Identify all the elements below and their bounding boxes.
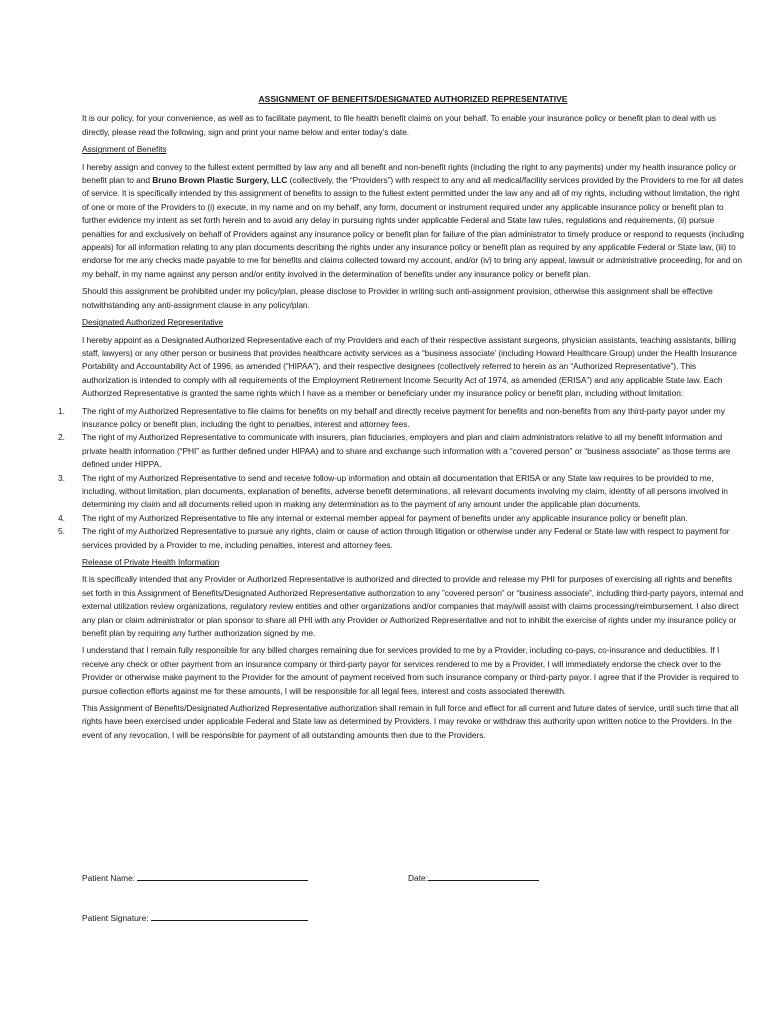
assignment-text-end: (collectively, the “Providers”) with respect to any and all medical/facility services provided by the Providers to me for all dates of service. It is specifically intended by this assignment of benefits to assign to the fullest extent permitted under the law any and all of my rights, including without limitation, the right of one or more of the Providers to (i) execute, in my name and on my behalf, any form, document or instrument required under any applicable insurance policy or benefit plan to further evidence my intent as set forth herein and to avoid any delay in pursuing rights under applicable Federal and State law rules, regulations and requirements, (ii) pursue penalties for and exclusively on behalf of Providers against any insurance policy or benefit plan for failure of the plan administrator to timely produce or respond to requests (including appeals) for all information relating to any plan documents describing the rights under any insurance policy or benefit plan as required by any applicable Federal or State law, (iii) to endorse for me any checks made payable to me for benefits and claims collected toward my account, and/or (iv) to bring any appeal, lawsuit or administrative proceeding, for and on my behalf, in my name against any person and/or entity involved in the determination of benefits under any insurance policy or benefit plan. (82, 175, 744, 279)
intro-paragraph: It is our policy, for your convenience, as well as to facilitate payment, to file health benefit claims on your behalf. To enable your insurance policy or benefit plan to deal with us directly, please read the following, sign and print your name below and enter today’s date. (82, 113, 716, 137)
date-field[interactable] (428, 871, 539, 881)
assignment-of-benefits-heading: Assignment of Benefits (82, 144, 167, 155)
list-item-text: The right of my Authorized Representative to pursue any rights, claim or cause of action through litigation or otherwise under any Federal or State law with respect to payment for services provided by a Provider to me, including penalties, interest and attorney fees. (82, 526, 730, 550)
patient-signature-field[interactable] (151, 911, 308, 921)
patient-name-field[interactable] (137, 871, 308, 881)
patient-signature-label: Patient Signature: (82, 913, 149, 923)
document-body (58, 93, 744, 746)
patient-name-label: Patient Name: (82, 873, 136, 883)
financial-responsibility-paragraph: I understand that I remain fully responsible for any billed charges remaining due for services provided to me by a Provider, including co-pays, co-insurance and deductibles. If I receive any check or other payment from an insurance company or third-party payor for services rendered to me by a Provider, I will immediately endorse the check over to the Provider or otherwise make payment to the Provider for the amount of payment received from such insurance company or third-party payor. I agree that if the Provider is required to pursue collection efforts against me for these amounts, I will be responsible for all legal fees, interest and costs associated therewith. (82, 645, 739, 696)
rights-list-item (58, 472, 744, 512)
assignment-paragraph (82, 161, 744, 282)
assignment-text-start: I hereby assign and convey to the fullest extent permitted by law any and all benefit and non-benefit rights (including the right to any payments) under my health insurance policy or benefit plan to and (82, 161, 737, 186)
rights-list (58, 405, 744, 552)
list-number: 5. (58, 526, 65, 537)
list-number: 4. (58, 512, 65, 523)
date-row (408, 871, 539, 885)
anti-assignment-paragraph: Should this assignment be prohibited under my policy/plan, please disclose to Provider in writing such anti-assignment provision, otherwise this assignment shall be effective notwithstanding any anti-assignment clause in any policy/plan. (82, 286, 713, 310)
list-item-text: The right of my Authorized Representative to file claims for benefits on my behalf and directly receive payment for benefits and non-benefits from any third-party payor under my insurance policy or benefit plan, including the right to penalties, interest and attorney fees. (82, 405, 725, 429)
release-of-phi-heading: Release of Private Health Information (82, 557, 220, 567)
patient-signature-row (82, 911, 308, 925)
list-item-text: The right of my Authorized Representative to send and receive follow-up information and obtain all documentation that ERISA or any State law requires to be provided to me, including, without limitation, plan documents, explanation of benefits, adverse benefit determinations, all relevant documents involving my claim, identity of all persons involved in determining my claim and all documents relied upon in making any determination as to the payment of any amount under the applicable plan documents. (82, 472, 728, 510)
patient-name-row (82, 871, 308, 885)
rights-list-item (58, 431, 744, 471)
list-number: 3. (58, 472, 65, 483)
list-item-text: The right of my Authorized Representative to file any internal or external member appeal for payment of benefits under any applicable insurance policy or benefit plan. (82, 512, 688, 523)
list-number: 2. (58, 432, 65, 443)
rights-list-item (58, 512, 744, 525)
release-paragraph: It is specifically intended that any Provider or Authorized Representative is authorized and directed to provide and release my PHI for purposes of exercising all rights and benefits set forth in this Assignment of Benefits/Designated Authorized Representative authorization to any ”covered person” or “business associate”, including third-party payors, internal and external utilization review organizations, regulatory review entities and other organizations and/or companies that may/will assist with claims processing/reimbursement. I also direct any plan or claim administrator or plan sponsor to share all PHI with any Provider or Authorized Representative and not to inhibit the exercise of rights under my insurance policy or benefit plan by requiring any further authorization signed by me. (82, 574, 744, 639)
rights-list-item (58, 525, 744, 552)
authorization-duration-paragraph: This Assignment of Benefits/Designated Authorized Representative authorization shall remain in full force and effect for all current and future dates of service, until such time that all rights have been exercised under applicable Federal and State law as determined by Providers. I may revoke or withdraw this authority upon written notice to the Providers. In the event of any revocation, I will be responsible for payment of all outstanding amounts then due to the Providers. (82, 703, 739, 740)
document-title: ASSIGNMENT OF BENEFITS/DESIGNATED AUTHORIZED REPRESENTATIVE (258, 94, 568, 104)
authorized-representative-paragraph: I hereby appoint as a Designated Authorized Representative each of my Providers and each of their respective assistant surgeons, physician assistants, teaching assistants, billing staff, lawyers) or any other person or business that provides healthcare activity services as a “business associate’ (including Howard Healthcare Group) under the Health Insurance Portability and Accountability Act of 1996, as amended (“HIPAA”), and their respective designees (collectively referred to herein as an “Authorized Representative”). This authorization is intended to comply with all requirements of the Employment Retirement Income Security Act of 1974, as amended (ERISA”) and any applicable State law. Each Authorized Representative is granted the same rights which I have as a member or beneficiary under my insurance policy or benefit plan, including without limitation: (82, 334, 737, 399)
authorized-representative-heading: Designated Authorized Representative (82, 317, 224, 328)
provider-name: Bruno Brown Plastic Surgery, LLC (152, 175, 288, 186)
rights-list-item (58, 405, 744, 432)
date-label: Date: (408, 873, 429, 883)
list-item-text: The right of my Authorized Representative to communicate with insurers, plan fiduciaries, employers and plan and claim administrators relative to all my benefit information and private health information (“PHI” as further defined under HIPAA) and to share and exchange such information with a “covered person” or “business associate” as those terms are defined under HIPPA. (82, 432, 731, 470)
list-number: 1. (58, 405, 65, 416)
